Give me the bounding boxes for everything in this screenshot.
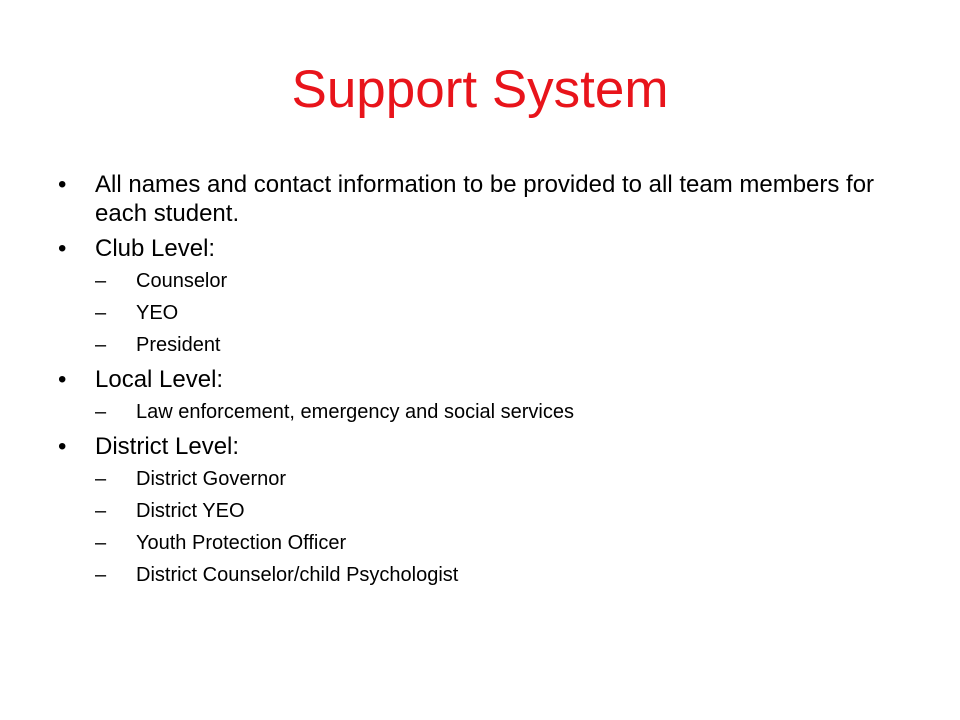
dash-icon: – <box>95 302 107 324</box>
bullet-text: Club Level: <box>95 235 216 262</box>
slide-title: Support System <box>291 60 669 119</box>
bullet-item-club-level <box>58 234 898 357</box>
dash-icon: – <box>95 334 107 356</box>
bullet-list <box>58 170 898 587</box>
bullet-item-district-level <box>58 432 898 587</box>
sub-item <box>95 467 898 491</box>
sub-item-text: Law enforcement, emergency and social services <box>136 401 574 423</box>
dash-icon: – <box>95 468 107 490</box>
dash-icon: – <box>95 401 107 423</box>
bullet-item-contact-info <box>58 170 898 228</box>
dash-icon: – <box>95 270 107 292</box>
bullet-text: Local Level: <box>95 366 224 393</box>
sub-item <box>95 563 898 587</box>
sub-item <box>95 499 898 523</box>
sub-item <box>95 333 898 357</box>
bullet-item-local-level <box>58 365 898 424</box>
sub-item <box>95 269 898 293</box>
sub-item <box>95 301 898 325</box>
sub-list-district-level <box>95 467 898 587</box>
sub-item <box>95 400 898 424</box>
sub-item-text: YEO <box>136 302 179 324</box>
bullet-icon: • <box>58 366 67 393</box>
dash-icon: – <box>95 532 107 554</box>
dash-icon: – <box>95 564 107 586</box>
sub-item-text: Youth Protection Officer <box>136 532 347 554</box>
slide-content <box>58 170 898 595</box>
sub-item-text: District YEO <box>136 500 245 522</box>
sub-list-club-level <box>95 269 898 357</box>
sub-item-text: President <box>136 334 221 356</box>
bullet-icon: • <box>58 235 67 262</box>
bullet-icon: • <box>58 433 67 460</box>
bullet-text: District Level: <box>95 433 240 460</box>
bullet-icon: • <box>58 171 67 198</box>
dash-icon: – <box>95 500 107 522</box>
sub-item-text: Counselor <box>136 270 228 292</box>
sub-item <box>95 531 898 555</box>
bullet-text: All names and contact information to be provided to all team members for each student. <box>95 171 875 227</box>
sub-item-text: District Counselor/child Psychologist <box>136 564 459 586</box>
sub-list-local-level <box>95 400 898 424</box>
sub-item-text: District Governor <box>136 468 287 490</box>
